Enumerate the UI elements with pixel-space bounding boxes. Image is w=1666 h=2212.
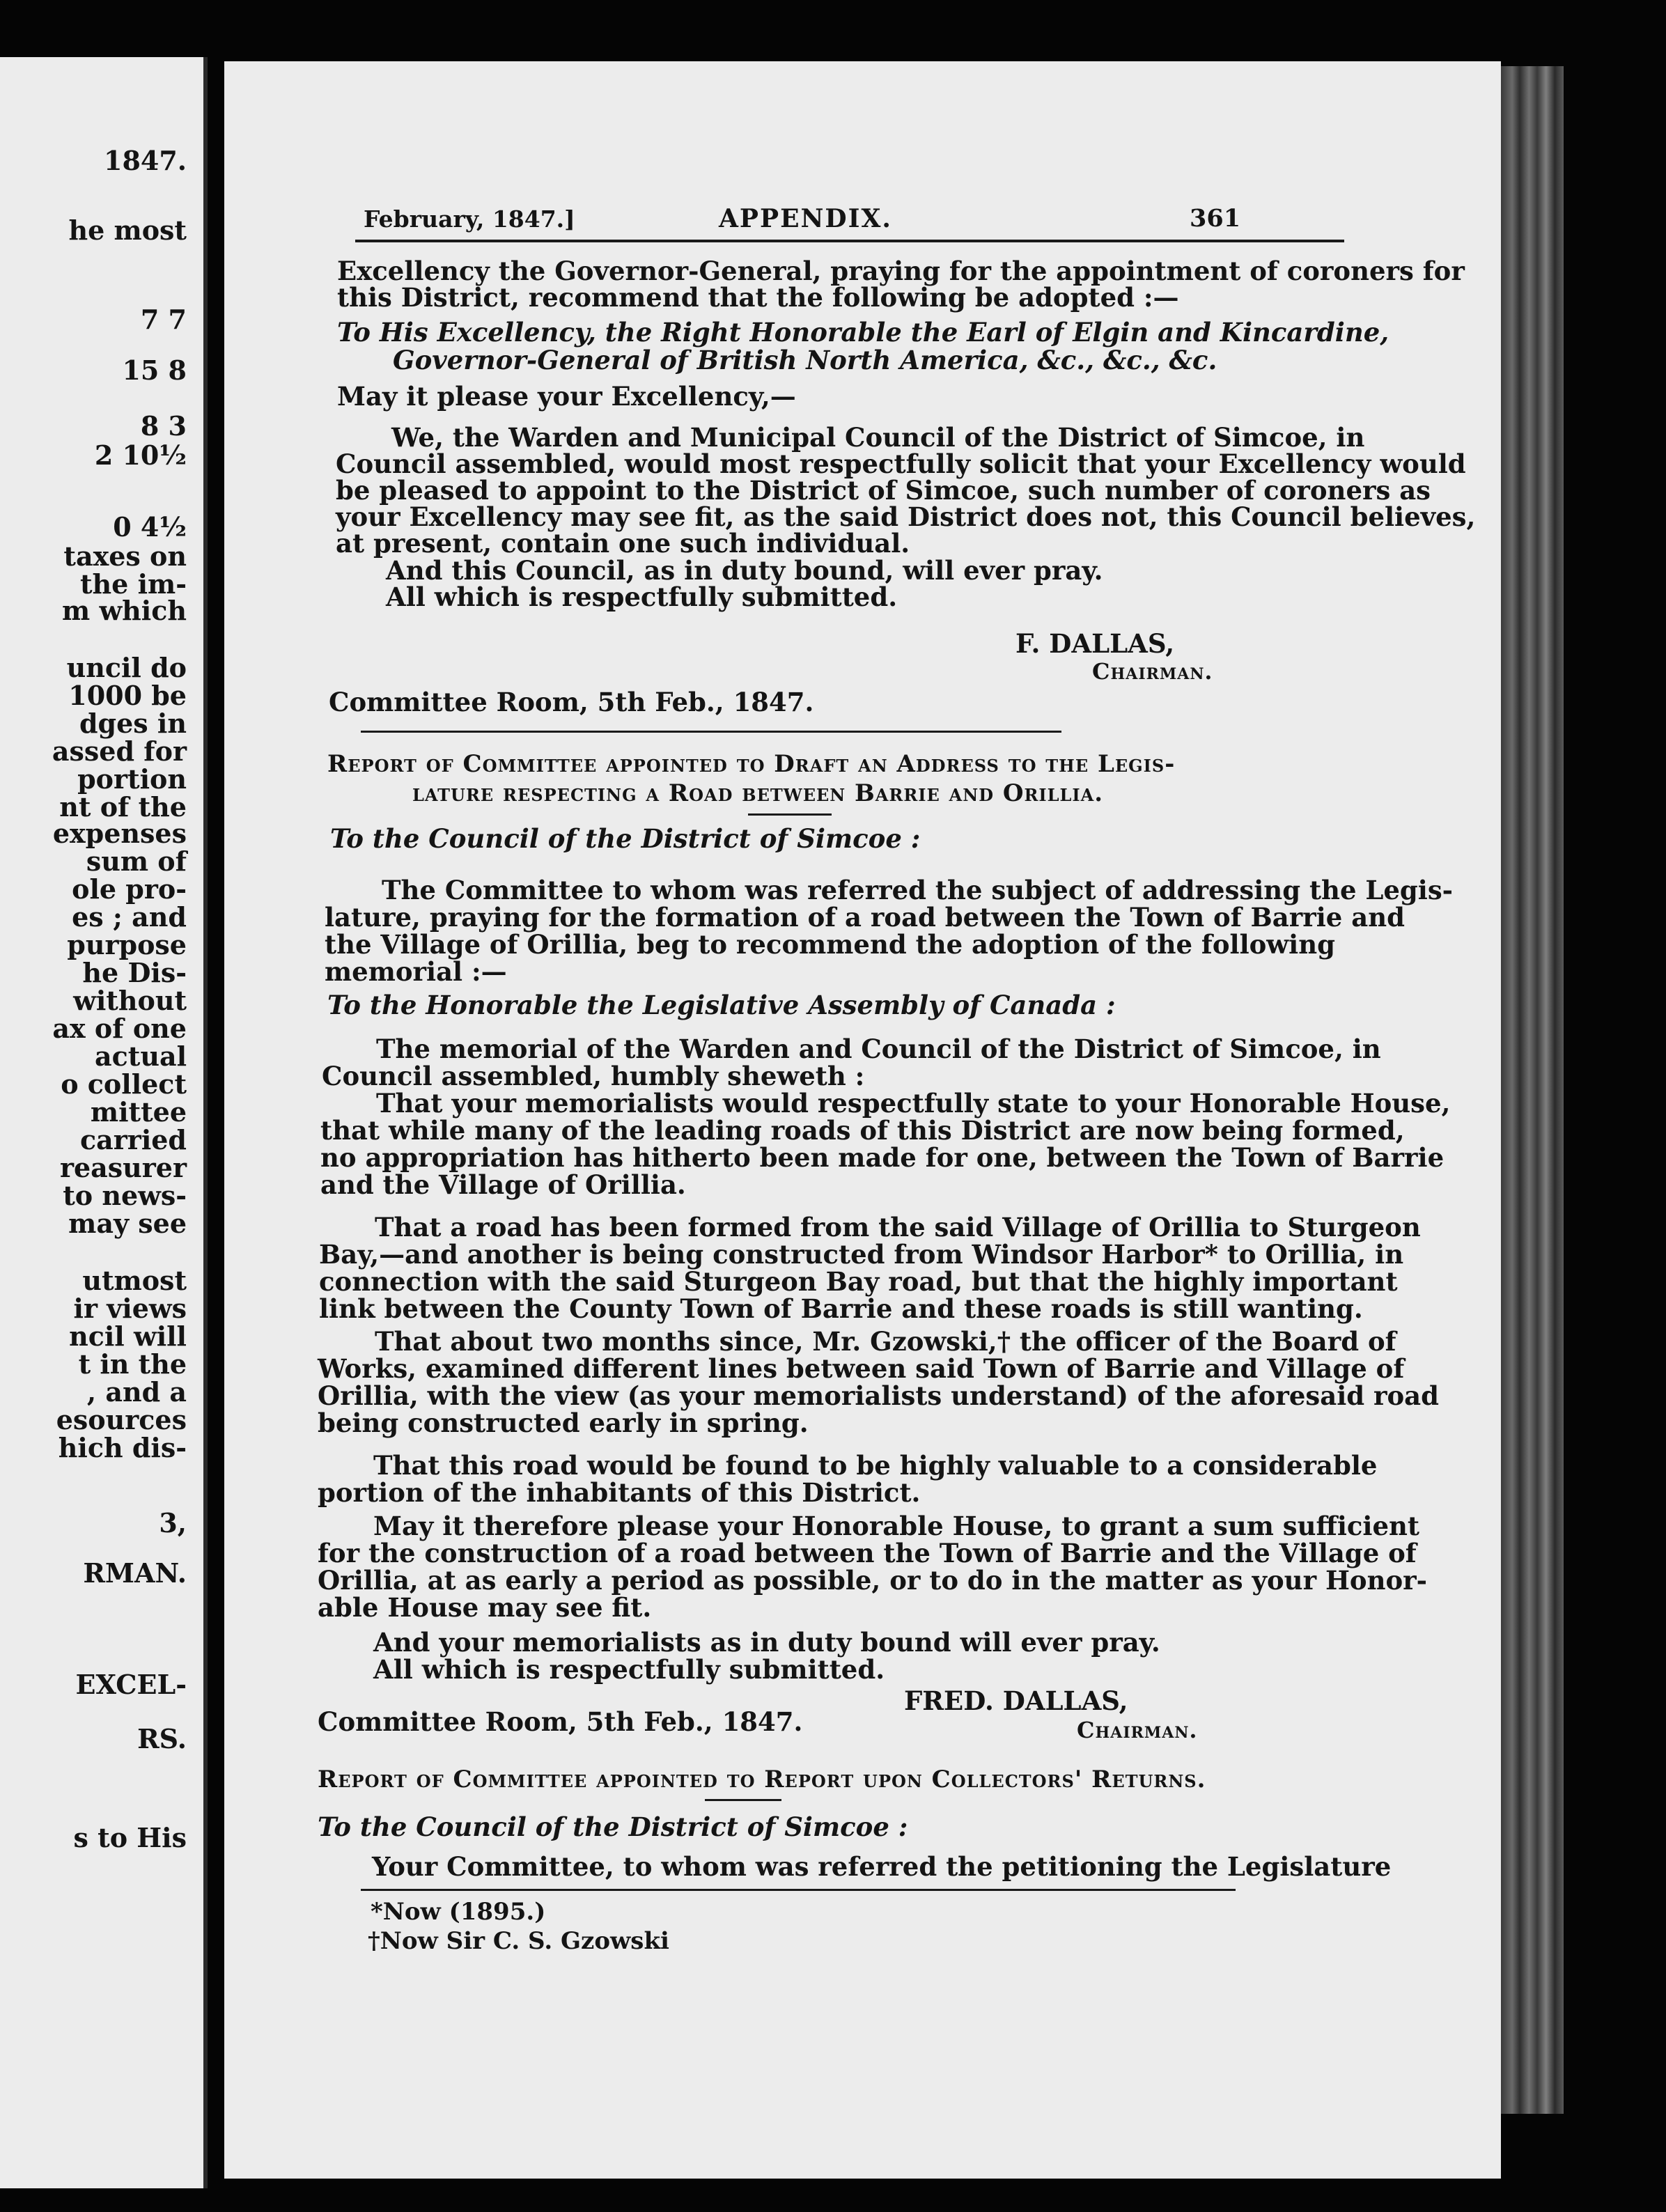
- section-rule-1: [361, 731, 1061, 733]
- left-page-line: he most: [68, 215, 187, 246]
- committee-room-2: Committee Room, 5th Feb., 1847.: [318, 1706, 803, 1737]
- committee-line-2: lature, praying for the formation of a road between the Town of Barrie and: [325, 902, 1405, 933]
- petition-line-3: be pleased to appoint to the District of Simcoe, such number of coroners as: [336, 475, 1431, 506]
- closing-2-line-2: All which is respectfully submitted.: [373, 1654, 885, 1685]
- petition-line-2: Council assembled, would most respectfully solicit that your Excellency would: [336, 449, 1466, 479]
- left-page-line: ncil will: [69, 1321, 187, 1352]
- left-page-line: dges in: [79, 708, 187, 739]
- left-page-line: 1847.: [104, 145, 187, 176]
- left-page-line: 15 8: [122, 355, 187, 386]
- left-page-line: reasurer: [59, 1152, 187, 1183]
- report-1-heading-line-1: Report of Committee appointed to Draft an Address to the Legis-: [327, 750, 1176, 778]
- committee-line-1: The Committee to whom was referred the subject of addressing the Legis-: [382, 875, 1454, 905]
- left-page-line: m which: [62, 595, 187, 626]
- header-title: APPENDIX.: [719, 204, 892, 233]
- closing-2-line-1: And your memorialists as in duty bound will ever pray.: [373, 1627, 1160, 1658]
- petition-line-1: We, the Warden and Municipal Council of the District of Simcoe, in: [391, 422, 1365, 453]
- signer-1: F. DALLAS,: [1015, 628, 1175, 659]
- memorial-p1-line-2: that while many of the leading roads of this District are now being formed,: [320, 1115, 1405, 1146]
- signer-2-title: Chairman.: [1077, 1717, 1198, 1743]
- left-page-line: may see: [68, 1208, 187, 1239]
- left-page-line: t in the: [78, 1348, 187, 1380]
- closing-1-line-2: All which is respectfully submitted.: [386, 582, 898, 612]
- memorial-p5-line-3: Orillia, at as early a period as possible, or to do in the matter as your Honor-: [318, 1565, 1428, 1596]
- memorial-p1-line-3: no appropriation has hitherto been made for one, between the Town of Barrie: [320, 1142, 1445, 1173]
- left-page-line: taxes on: [63, 540, 187, 572]
- report-2-heading: Report of Committee appointed to Report upon Collectors' Returns.: [318, 1766, 1206, 1793]
- committee-room-1: Committee Room, 5th Feb., 1847.: [329, 687, 814, 717]
- left-page-line: portion: [77, 763, 187, 795]
- left-page-line: actual: [95, 1041, 187, 1072]
- memorial-p4-line-1: That this road would be found to be highly valuable to a considerable: [373, 1450, 1378, 1481]
- left-page-line: purpose: [67, 929, 187, 960]
- left-page-line: assed for: [52, 735, 187, 767]
- to-council-1: To the Council of the District of Simcoe :: [330, 823, 921, 854]
- left-page-line: he Dis-: [82, 957, 187, 988]
- footnote-2: †Now Sir C. S. Gzowski: [368, 1927, 669, 1955]
- left-page-line: es ; and: [72, 901, 187, 933]
- committee-line-3: the Village of Orillia, beg to recommend the adoption of the following: [325, 929, 1335, 960]
- address-line-2: Governor-General of British North America, &c., &c., &c.: [393, 345, 1217, 375]
- memorial-p5-line-2: for the construction of a road between the Town of Barrie and the Village of: [318, 1538, 1417, 1568]
- left-page-line: 8 3: [140, 410, 187, 442]
- memorial-p1-line-4: and the Village of Orillia.: [320, 1169, 686, 1200]
- short-rule-2: [705, 1799, 781, 1801]
- left-page-line: uncil do: [66, 652, 187, 683]
- left-page-line: EXCEL-: [75, 1669, 187, 1700]
- memorial-p2-line-3: connection with the said Sturgeon Bay road, but that the highly important: [319, 1266, 1398, 1297]
- to-council-2: To the Council of the District of Simcoe :: [318, 1812, 908, 1842]
- left-page-line: 3,: [159, 1507, 187, 1539]
- report-1-heading-line-2: lature respecting a Road between Barrie and Orillia.: [412, 779, 1104, 807]
- left-page-line: RMAN.: [83, 1557, 187, 1589]
- memorial-p3-line-4: being constructed early in spring.: [318, 1408, 809, 1438]
- short-rule-1: [748, 813, 832, 816]
- signer-1-title: Chairman.: [1092, 658, 1213, 685]
- left-facing-page: [0, 57, 208, 2188]
- memorial-intro-line-2: Council assembled, humbly sheweth :: [322, 1061, 865, 1091]
- left-page-line: mittee: [90, 1096, 187, 1128]
- signer-2: FRED. DALLAS,: [904, 1685, 1128, 1716]
- left-page-line: s to His: [73, 1822, 187, 1853]
- final-line: Your Committee, to whom was referred the petitioning the Legislature: [372, 1851, 1392, 1882]
- petition-line-4: your Excellency may see fit, as the said District does not, this Council believes,: [336, 501, 1476, 532]
- header-date: February, 1847.]: [364, 205, 575, 233]
- left-page-line: ax of one: [52, 1013, 187, 1044]
- memorial-intro-line-1: The memorial of the Warden and Council of the District of Simcoe, in: [376, 1034, 1381, 1064]
- left-page-line: nt of the: [59, 791, 187, 823]
- memorial-p2-line-2: Bay,—and another is being constructed from Windsor Harbor* to Orillia, in: [319, 1239, 1404, 1270]
- left-page-line: RS.: [137, 1723, 187, 1754]
- to-assembly: To the Honorable the Legislative Assembly of Canada :: [327, 990, 1116, 1020]
- memorial-p5-line-4: able House may see fit.: [318, 1592, 652, 1623]
- intro-line-2: this District, recommend that the following be adopted :—: [337, 282, 1179, 313]
- address-line-1: To His Excellency, the Right Honorable the Earl of Elgin and Kincardine,: [337, 317, 1389, 348]
- left-page-line: , and a: [86, 1376, 187, 1408]
- intro-line-1: Excellency the Governor-General, praying for the appointment of coroners for: [337, 256, 1465, 286]
- page-edge-stack: [1501, 66, 1564, 2114]
- left-page-line: carried: [80, 1124, 187, 1155]
- memorial-p4-line-2: portion of the inhabitants of this District.: [318, 1477, 921, 1508]
- memorial-p2-line-1: That a road has been formed from the said Village of Orillia to Sturgeon: [375, 1212, 1421, 1243]
- page-number: 361: [1190, 204, 1241, 233]
- header-rule: [355, 240, 1344, 242]
- left-page-line: sum of: [86, 846, 187, 877]
- memorial-p2-line-4: link between the County Town of Barrie and these roads is still wanting.: [319, 1293, 1363, 1324]
- memorial-p3-line-3: Orillia, with the view (as your memorialists understand) of the aforesaid road: [318, 1380, 1440, 1411]
- left-page-line: 1000 be: [68, 680, 187, 711]
- left-page-line: the im-: [79, 568, 187, 600]
- left-page-line: hich dis-: [58, 1432, 187, 1463]
- committee-line-4: memorial :—: [325, 956, 507, 987]
- left-page-line: o collect: [61, 1068, 187, 1100]
- memorial-p5-line-1: May it therefore please your Honorable House, to grant a sum sufficient: [373, 1511, 1420, 1541]
- left-page-line: esources: [56, 1404, 187, 1435]
- left-page-line: to news-: [63, 1180, 187, 1211]
- closing-1-line-1: And this Council, as in duty bound, will ever pray.: [386, 555, 1103, 586]
- memorial-p1-line-1: That your memorialists would respectfully state to your Honorable House,: [376, 1088, 1451, 1119]
- left-page-line: 7 7: [140, 304, 187, 335]
- left-page-line: 2 10½: [94, 439, 187, 471]
- left-page-line: utmost: [82, 1265, 187, 1296]
- petition-line-5: at present, contain one such individual.: [336, 528, 910, 559]
- footnote-1: *Now (1895.): [371, 1898, 546, 1926]
- left-page-line: ir views: [73, 1293, 187, 1324]
- left-page-line: ole pro-: [72, 873, 187, 905]
- left-page-line: 0 4½: [113, 511, 187, 543]
- memorial-p3-line-2: Works, examined different lines between said Town of Barrie and Village of: [318, 1353, 1405, 1384]
- salutation: May it please your Excellency,—: [337, 381, 796, 412]
- footnote-rule: [361, 1889, 1236, 1891]
- memorial-p3-line-1: That about two months since, Mr. Gzowski,† the officer of the Board of: [375, 1326, 1396, 1357]
- main-page: [224, 61, 1501, 2179]
- left-page-line: without: [73, 985, 187, 1016]
- left-page-line: expenses: [52, 818, 187, 849]
